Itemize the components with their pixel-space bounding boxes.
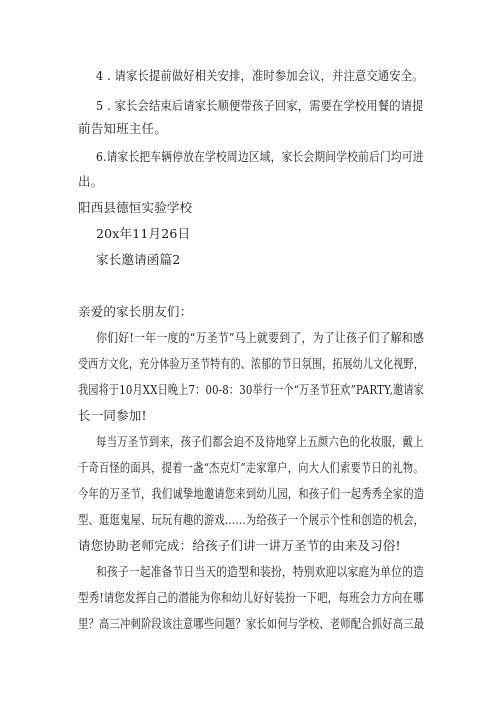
section-title: 家长邀请函篇2 — [96, 252, 181, 267]
paragraph-3-line-2: 型秀!请您发挥自己的潜能为你和幼儿好好装扮一下吧，每班会力方向在哪 — [78, 590, 424, 605]
paragraph-3-line-3: 里？高三冲刺阶段该注意哪些问题？家长如何与学校、老师配合抓好高三最 — [78, 616, 425, 631]
paragraph-1-line-4: 长一同参加! — [78, 408, 147, 423]
list-item-5-line-2: 前告知班主任。 — [78, 121, 167, 136]
paragraph-3-line-1: 和孩子一起准备节日当天的造型和装扮，特别欢迎以家庭为单位的造 — [96, 564, 425, 579]
paragraph-1-line-3: 我园将于10月XX日晚上7：00-8：30举行一个“万圣节狂欢”PARTY,邀请家 — [78, 382, 424, 397]
salutation: 亲爱的家长朋友们： — [78, 304, 193, 319]
list-item-4: 4 . 请家长提前做好相关安排，准时参加会议，并注意交通安全。 — [96, 68, 424, 83]
paragraph-2-line-3: 今年的万圣节，我们诚挚地邀请您来到幼儿园，和孩子们一起秀秀全家的造 — [78, 486, 425, 501]
list-item-6-line-2: 出。 — [78, 174, 104, 189]
paragraph-2-line-4: 型、逛逛鬼屋、玩玩有趣的游戏……为给孩子一个展示个性和创造的机会， — [78, 512, 425, 527]
paragraph-2-line-5: 请您协助老师完成：给孩子们讲一讲万圣节的由来及习俗! — [78, 538, 401, 553]
paragraph-1-line-2: 受西方文化，充分体验万圣节特有的、浓郁的节日氛围，拓展幼儿文化视野， — [78, 356, 424, 371]
paragraph-2-line-1: 每当万圣节到来，孩子们都会迫不及待地穿上五颜六色的化妆服，戴上 — [96, 434, 424, 449]
paragraph-1-line-1: 你们好!一年一度的“万圣节”马上就要到了，为了让孩子们了解和感 — [96, 330, 425, 345]
paragraph-2-line-2: 千奇百怪的面具，提着一盏“杰克灯”走家窜户，向大人们索要节日的礼物。 — [78, 460, 424, 475]
list-item-5-line-1: 5 . 家长会结束后请家长顺便带孩子回家，需要在学校用餐的请提 — [96, 98, 424, 113]
school-name: 阳西县德恒实验学校 — [78, 200, 193, 215]
letter-date: 20x年11月26日 — [96, 226, 191, 241]
list-item-6-line-1: 6.请家长把车辆停放在学校周边区域，家长会期间学校前后门均可进 — [96, 149, 424, 164]
